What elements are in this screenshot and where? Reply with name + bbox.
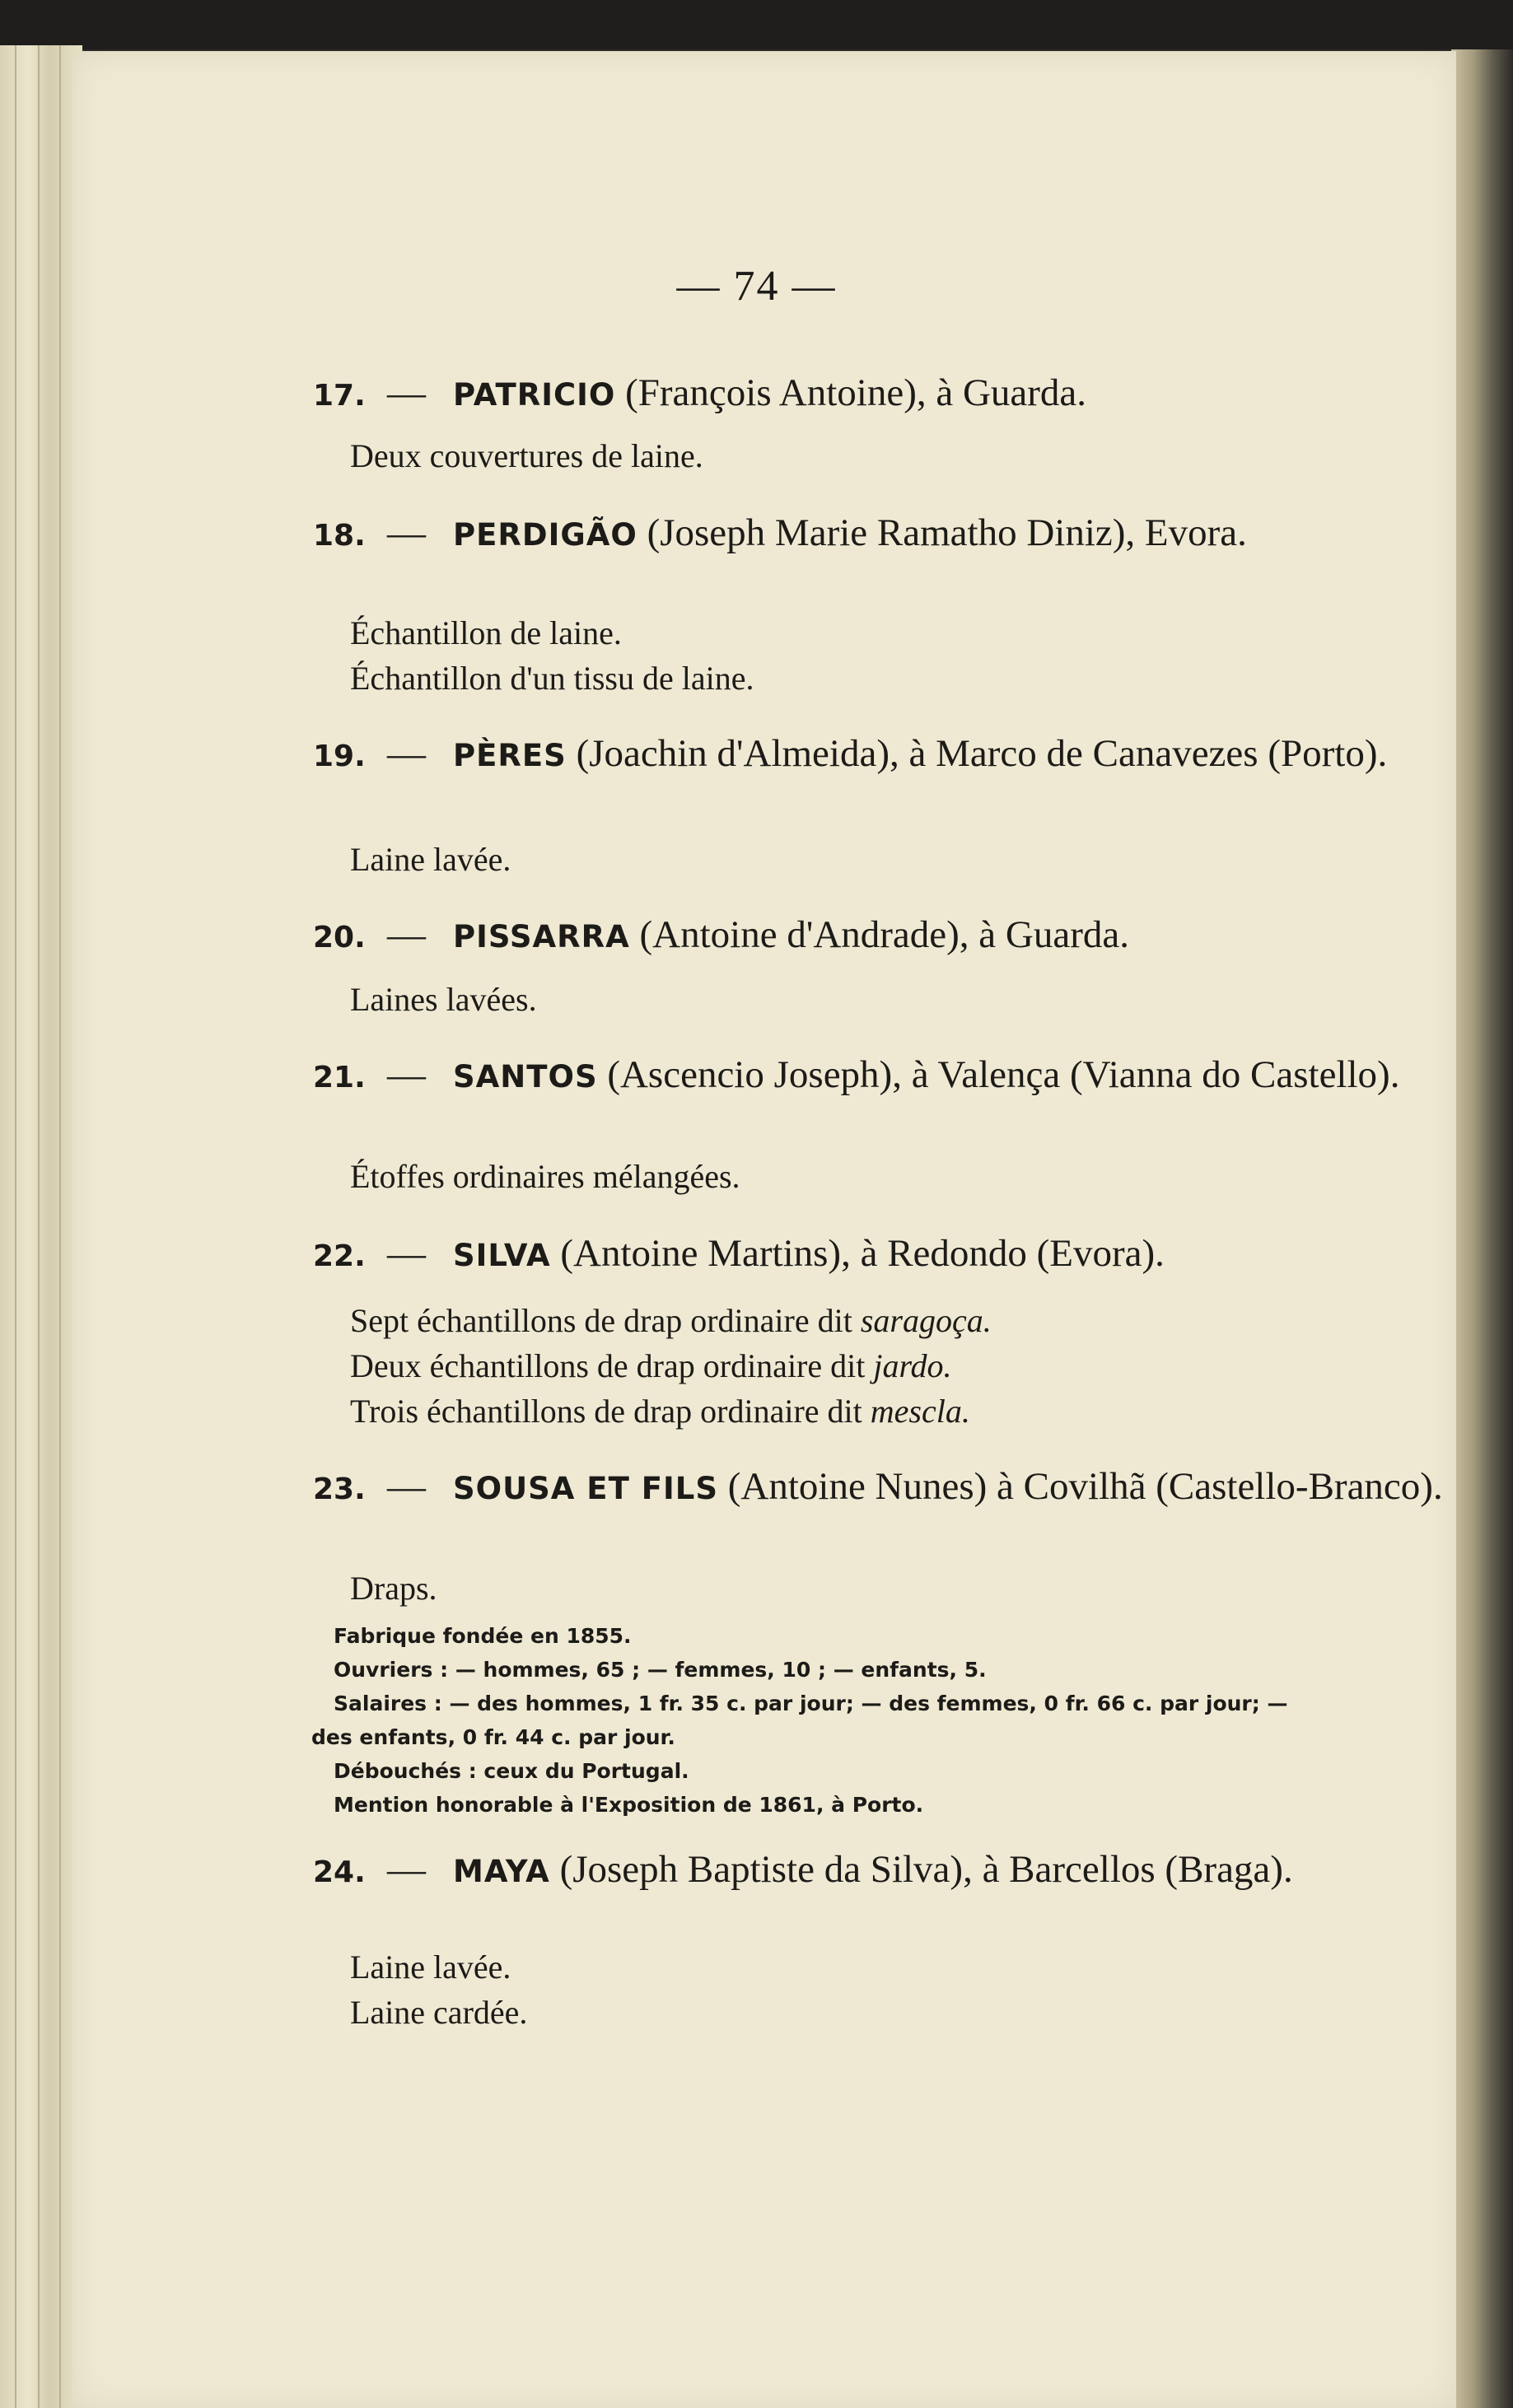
- workers-count: Ouvriers : — hommes, 65 ; — femmes, 10 ; — enfants, 5.: [334, 1658, 987, 1682]
- entry-dash: —: [387, 1848, 426, 1891]
- page-edge-line: [38, 45, 40, 2408]
- exhibitor-name: PERDIGÃO: [453, 517, 637, 553]
- entry-heading: [313, 1050, 1491, 1103]
- factory-founded: Fabrique fondée en 1855.: [334, 1624, 632, 1648]
- item-line: Laine lavée.: [350, 841, 511, 878]
- exhibitor-name: PATRICIO: [453, 377, 616, 413]
- entry-dash: —: [387, 371, 426, 414]
- item-text: Deux échantillons de drap ordinaire dit: [350, 1347, 874, 1384]
- item-term: saragoça.: [860, 1302, 992, 1339]
- exhibitor-details: (Antoine Nunes) à Covilhã (Castello-Branco).: [727, 1465, 1443, 1508]
- item-line: Échantillon de laine.: [350, 614, 622, 651]
- entry-dash: —: [387, 1465, 426, 1508]
- entry-dash: —: [387, 511, 426, 554]
- item-line: Deux couvertures de laine.: [350, 437, 703, 474]
- exhibitor-details: (Joseph Baptiste da Silva), à Barcellos (Braga).: [559, 1848, 1293, 1891]
- entry-number: 19.: [313, 740, 366, 773]
- entry-heading: [313, 1229, 1491, 1281]
- entry-dash: —: [387, 732, 426, 775]
- item-line: Laines lavées.: [350, 981, 537, 1018]
- entry-heading: [313, 508, 1491, 561]
- entry-number: 24.: [313, 1855, 366, 1889]
- item-text: Sept échantillons de drap ordinaire dit: [350, 1302, 861, 1339]
- entry-dash: —: [387, 1232, 426, 1275]
- exhibitor-details: (Ascencio Joseph), à Valença (Vianna do Castello).: [607, 1053, 1400, 1096]
- entry-number: 23.: [313, 1472, 366, 1506]
- item-line: Draps.: [350, 1570, 437, 1607]
- entry-heading: [313, 729, 1491, 782]
- exhibitor-name: SOUSA ET FILS: [453, 1471, 718, 1506]
- exhibitor-details: (François Antoine), à Guarda.: [625, 371, 1087, 414]
- item-term: mescla.: [870, 1393, 970, 1430]
- exhibitor-details: (Antoine d'Andrade), à Guarda.: [639, 913, 1129, 956]
- item-text: Trois échantillons de drap ordinaire dit: [350, 1393, 871, 1430]
- entry-number: 20.: [313, 921, 366, 954]
- entry-number: 22.: [313, 1239, 366, 1273]
- item-line: [350, 1301, 992, 1340]
- exhibitor-details: (Joachin d'Almeida), à Marco de Canavezes (Porto).: [576, 732, 1388, 775]
- item-line: Laine lavée.: [350, 1948, 511, 1986]
- entry-dash: —: [387, 1053, 426, 1096]
- exhibitor-name: PÈRES: [453, 738, 567, 773]
- exhibitor-name: SANTOS: [453, 1059, 598, 1094]
- item-term: jardo.: [873, 1347, 952, 1384]
- entry-number: 17.: [313, 379, 366, 413]
- entry-number: 18.: [313, 519, 366, 553]
- exhibitor-name: SILVA: [453, 1238, 551, 1273]
- entry-heading: [313, 1462, 1491, 1514]
- page-edge-line: [15, 45, 16, 2408]
- page-edge-line: [59, 45, 61, 2408]
- markets: Débouchés : ceux du Portugal.: [334, 1759, 689, 1783]
- exhibitor-details: (Antoine Martins), à Redondo (Evora).: [560, 1232, 1165, 1275]
- entry-heading: [313, 910, 1491, 963]
- entry-number: 21.: [313, 1061, 366, 1094]
- item-line: Laine cardée.: [350, 1994, 528, 2031]
- entry-dash: —: [387, 913, 426, 956]
- wages: Salaires : — des hommes, 1 fr. 35 c. par jour; — des femmes, 0 fr. 66 c. par jour; — des enfants, 0 fr. 44 c. par jour.: [311, 1692, 1288, 1749]
- honorable-mention: Mention honorable à l'Exposition de 1861, à Porto.: [334, 1793, 924, 1817]
- item-line: [350, 1346, 952, 1385]
- exhibitor-details: (Joseph Marie Ramatho Diniz), Evora.: [647, 511, 1247, 554]
- page-stack-edge: [0, 45, 82, 2408]
- exhibitor-name: PISSARRA: [453, 919, 630, 954]
- item-line: Étoffes ordinaires mélangées.: [350, 1158, 740, 1195]
- page-number: — 74 —: [676, 263, 837, 310]
- scan-top-border: [0, 0, 1513, 49]
- item-line: [350, 1392, 970, 1430]
- item-line: Échantillon d'un tissu de laine.: [350, 660, 754, 697]
- entry-heading: [313, 1845, 1491, 1897]
- entry-heading: [313, 368, 1491, 421]
- exhibitor-name: MAYA: [453, 1854, 550, 1889]
